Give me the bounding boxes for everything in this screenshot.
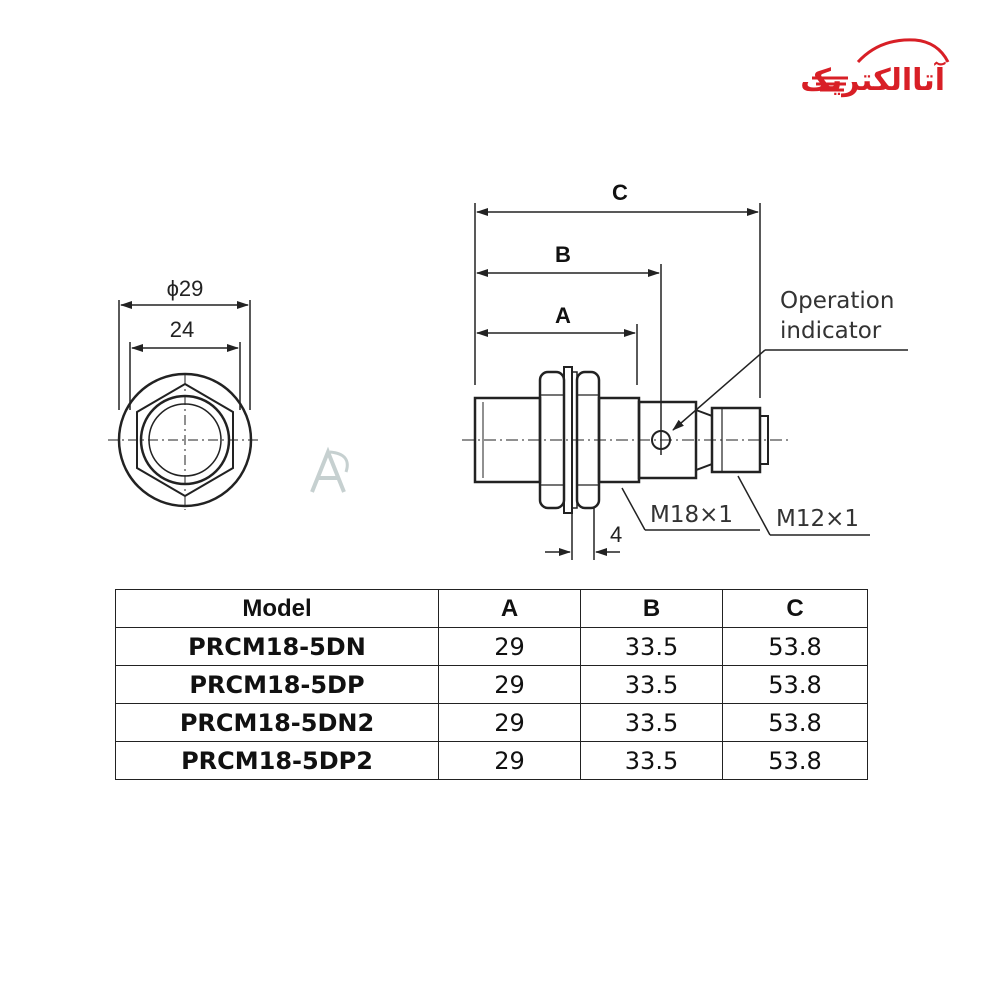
- cell-c: 53.8: [723, 628, 868, 666]
- header-a: A: [439, 590, 581, 628]
- diameter-label: ϕ29: [166, 276, 204, 301]
- table-row: [116, 666, 868, 704]
- header-c: C: [723, 590, 868, 628]
- table-header-row: [116, 590, 868, 628]
- side-view: [462, 180, 908, 560]
- cell-a: 29: [439, 742, 581, 780]
- cell-model: PRCM18-5DP2: [116, 742, 439, 780]
- cell-b: 33.5: [581, 666, 723, 704]
- indicator-label-line2: indicator: [780, 318, 882, 344]
- nut-width-label: 4: [610, 522, 623, 547]
- header-b: B: [581, 590, 723, 628]
- cell-c: 53.8: [723, 666, 868, 704]
- cell-c: 53.8: [723, 742, 868, 780]
- cell-model: PRCM18-5DP: [116, 666, 439, 704]
- logo-text: آتاالکتریک: [800, 63, 945, 98]
- indicator-label-line1: Operation: [780, 288, 895, 314]
- dim-c-label: C: [612, 180, 628, 205]
- cell-b: 33.5: [581, 628, 723, 666]
- table-row: [116, 742, 868, 780]
- watermark-logo: [312, 452, 347, 492]
- cell-a: 29: [439, 704, 581, 742]
- dim-b-label: B: [555, 242, 571, 267]
- cell-model: PRCM18-5DN2: [116, 704, 439, 742]
- cell-c: 53.8: [723, 704, 868, 742]
- dim-a-label: A: [555, 303, 571, 328]
- brand-logo: [800, 40, 948, 98]
- table-row: [116, 704, 868, 742]
- cell-a: 29: [439, 666, 581, 704]
- cell-b: 33.5: [581, 704, 723, 742]
- front-view: [108, 276, 262, 510]
- cell-a: 29: [439, 628, 581, 666]
- cell-model: PRCM18-5DN: [116, 628, 439, 666]
- width-label: 24: [169, 317, 195, 342]
- thread-main-label: M18×1: [650, 502, 734, 528]
- cell-b: 33.5: [581, 742, 723, 780]
- thread-connector-label: M12×1: [776, 506, 860, 532]
- header-model: Model: [116, 590, 439, 628]
- dimension-table: [115, 589, 868, 780]
- table-row: [116, 628, 868, 666]
